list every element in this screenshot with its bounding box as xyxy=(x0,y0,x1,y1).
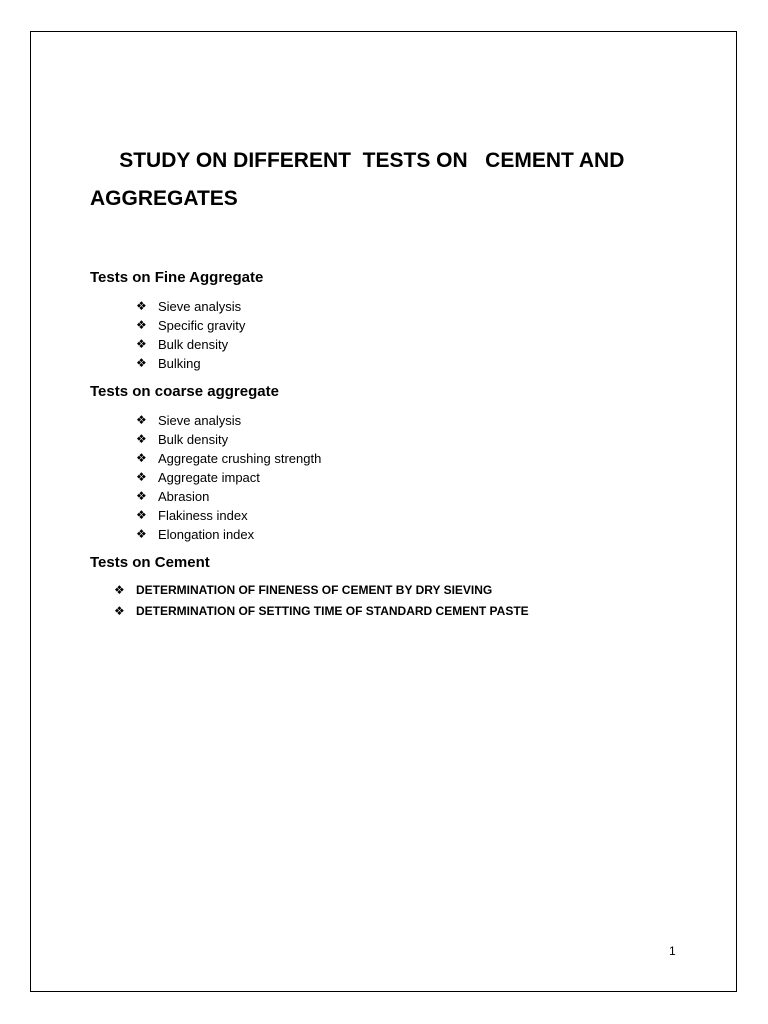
list-item-text: Aggregate crushing strength xyxy=(158,451,322,466)
coarse-aggregate-test-list xyxy=(136,411,321,544)
diamond-bullet-icon: ❖ xyxy=(136,337,147,351)
fine-aggregate-test-list xyxy=(136,297,245,373)
diamond-bullet-icon: ❖ xyxy=(136,432,147,446)
list-item xyxy=(136,468,321,487)
diamond-bullet-icon: ❖ xyxy=(136,451,147,465)
diamond-bullet-icon: ❖ xyxy=(136,508,147,522)
list-item-text: Bulk density xyxy=(158,432,229,447)
diamond-bullet-icon: ❖ xyxy=(114,604,125,618)
section-heading-cement: Tests on Cement xyxy=(90,554,210,571)
section-heading-fine-aggregate: Tests on Fine Aggregate xyxy=(90,269,264,286)
document-title: STUDY ON DIFFERENT TESTS ON CEMENT AND AGGREGATES xyxy=(90,149,630,210)
list-item xyxy=(136,487,321,506)
list-item xyxy=(136,430,321,449)
list-item xyxy=(136,354,245,373)
diamond-bullet-icon: ❖ xyxy=(136,489,147,503)
diamond-bullet-icon: ❖ xyxy=(136,356,147,370)
list-item-text: Aggregate impact xyxy=(158,470,260,485)
list-item xyxy=(136,449,321,468)
list-item-text: Sieve analysis xyxy=(158,413,242,428)
list-item xyxy=(136,525,321,544)
section-heading-coarse-aggregate: Tests on coarse aggregate xyxy=(90,383,279,400)
diamond-bullet-icon: ❖ xyxy=(136,527,147,541)
list-item-text: Specific gravity xyxy=(158,318,246,333)
list-item-text: Flakiness index xyxy=(158,508,248,523)
list-item-text: Sieve analysis xyxy=(158,299,242,314)
list-item xyxy=(136,411,321,430)
diamond-bullet-icon: ❖ xyxy=(136,299,147,313)
list-item-text: Abrasion xyxy=(158,489,210,504)
diamond-bullet-icon: ❖ xyxy=(136,318,147,332)
list-item-text: Bulking xyxy=(158,356,201,371)
list-item-text: DETERMINATION OF FINENESS OF CEMENT BY DRY SIEVING xyxy=(136,583,493,597)
list-item xyxy=(136,297,245,316)
cement-test-list xyxy=(114,580,529,622)
list-item xyxy=(136,316,245,335)
list-item xyxy=(114,601,529,622)
list-item-text: Elongation index xyxy=(158,527,255,542)
diamond-bullet-icon: ❖ xyxy=(136,470,147,484)
list-item xyxy=(114,580,529,601)
diamond-bullet-icon: ❖ xyxy=(136,413,147,427)
list-item xyxy=(136,335,245,354)
list-item-text: Bulk density xyxy=(158,337,229,352)
list-item-text: DETERMINATION OF SETTING TIME OF STANDARD CEMENT PASTE xyxy=(136,604,529,618)
list-item xyxy=(136,506,321,525)
page-number: 1 xyxy=(669,944,676,958)
diamond-bullet-icon: ❖ xyxy=(114,583,125,597)
